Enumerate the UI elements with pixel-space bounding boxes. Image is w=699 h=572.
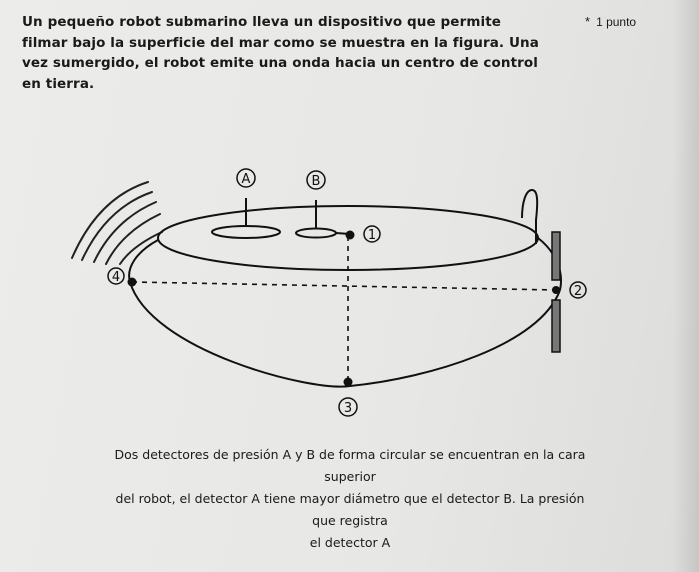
label-B: B	[311, 174, 321, 189]
robot-figure	[60, 160, 620, 430]
points-indicator	[585, 14, 636, 29]
robot-body	[130, 282, 560, 387]
caption-line-2: superior	[324, 469, 376, 484]
propeller-blade-top	[552, 232, 560, 280]
point-2-marker	[552, 286, 560, 294]
caption-line-4: que registra	[312, 513, 388, 528]
caption-line-3: del robot, el detector A tiene mayor diámetro que el detector B. La presión	[115, 491, 585, 506]
point-1-marker	[346, 231, 355, 240]
caption-line-5: el detector A	[309, 535, 391, 550]
label-4: 4	[111, 270, 121, 285]
label-2: 2	[573, 284, 583, 299]
detector-B	[296, 229, 336, 238]
propeller-blade-bottom	[552, 300, 560, 352]
points-label: 1 punto	[596, 15, 637, 29]
point-3-marker	[344, 378, 353, 387]
caption	[20, 444, 680, 554]
caption-line-1: Dos detectores de presión A y B de forma circular se encuentran en la cara	[114, 447, 586, 462]
signal-waves	[72, 182, 162, 264]
point-4-marker	[128, 278, 137, 287]
label-3: 3	[343, 401, 353, 416]
label-A: A	[241, 172, 251, 187]
label-1: 1	[367, 228, 377, 243]
required-mark: *	[585, 14, 591, 29]
robot-fin	[522, 190, 537, 244]
question-text: Un pequeño robot submarino lleva un dispositivo que permite filmar bajo la superficie del mar como se muestra en la figura. Una vez sumergido, el robot emite una onda hacia un centro de control en tierra.	[22, 14, 539, 92]
detector-A	[212, 226, 280, 238]
